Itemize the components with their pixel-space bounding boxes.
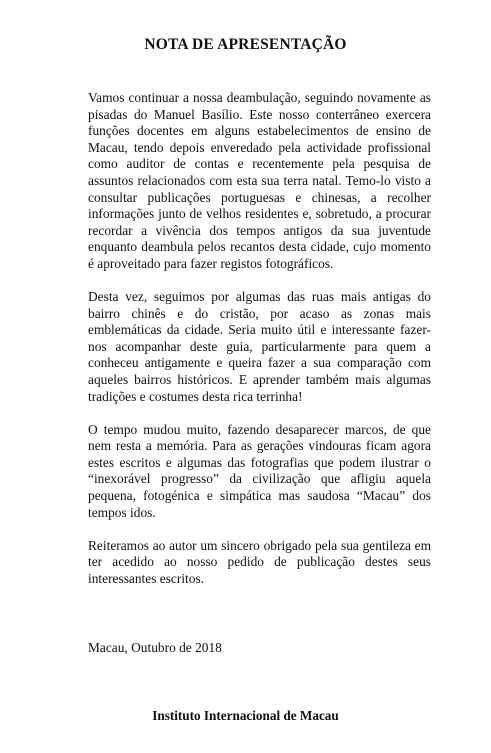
page-title: NOTA DE APRESENTAÇÃO xyxy=(144,36,347,53)
document-body xyxy=(88,90,431,604)
paragraph-4: Reiteramos ao autor um sincero obrigado pela sua gentileza em ter acedido ao nosso pedido de publicação destes seus interessantes escritos. xyxy=(88,537,431,586)
place-and-date: Macau, Outubro de 2018 xyxy=(88,640,222,655)
signature-institution: Instituto Internacional de Macau xyxy=(152,708,339,723)
paragraph-2: Desta vez, seguimos por algumas das ruas mais antigas do bairro chinês e do cristão, por acaso as zonas mais emblemáticas da cidade. Seria muito útil e interessante fazer-nos acompanhar deste guia, particularmente para quem a conheceu antigamente e queira fazer a sua comparação com aqueles bairros históricos. E aprender também mais algumas tradições e costumes desta rica terrinha! xyxy=(88,289,431,404)
paragraph-3: O tempo mudou muito, fazendo desaparecer marcos, de que nem resta a memória. Para as gerações vindouras ficam agora estes escritos e algumas das fotografias que podem ilustrar o “inexorável progresso” da civilização que afligiu aquela pequena, fotogénica e simpática mas saudosa “Macau” dos tempos idos. xyxy=(88,421,431,520)
paragraph-1: Vamos continuar a nossa deambulação, seguindo novamente as pisadas do Manuel Basílio. Este nosso conterrâneo exercera funções docentes em alguns estabelecimentos de ensino de Macau, tendo depois enveredado pela actividade profissional como auditor de contas e recentemente pela pesquisa de assuntos relacionados com esta sua terra natal. Temo-lo visto a consultar publicações portuguesas e chinesas, a recolher informações junto de velhos residentes e, sobretudo, a procurar recordar a vivência dos tempos antigos da sua juventude enquanto deambula pelos recantos desta cidade, cujo momento é aproveitado para fazer registos fotográficos. xyxy=(88,90,431,271)
